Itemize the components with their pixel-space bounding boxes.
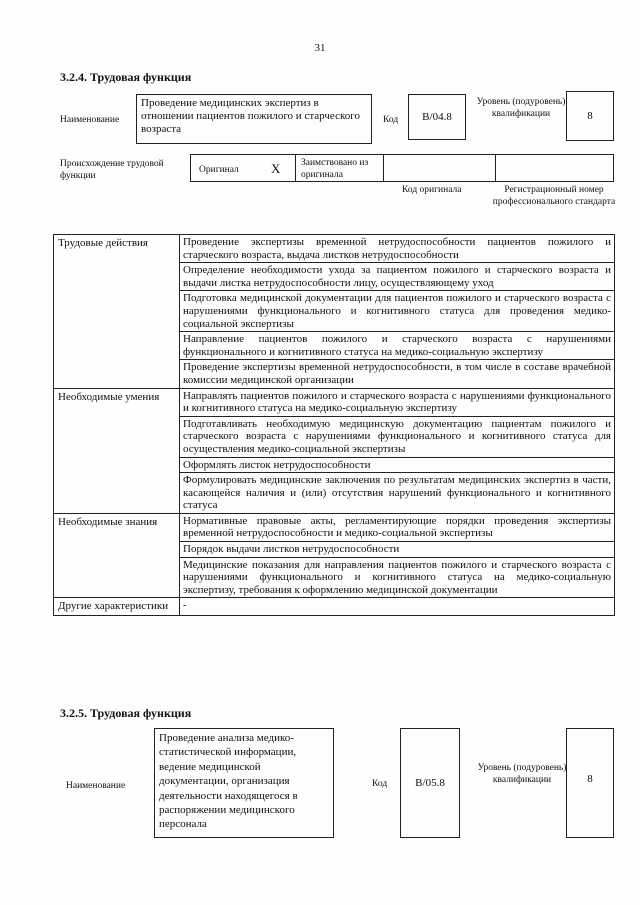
borrowed-label: Заимствовано из оригинала	[301, 158, 369, 180]
skill-item: Направлять пациентов пожилого и старческого возраста с нарушениями функционального и когнитивного статуса на медико-социальную экспертизу	[180, 388, 615, 416]
origin-label: Происхождение трудовой функции	[60, 159, 164, 181]
divider	[295, 155, 296, 181]
section-heading-325: 3.2.5. Трудовая функция	[60, 706, 192, 720]
knowledge-item: Нормативные правовые акты, регламентирующие порядки проведения экспертизы временной нетрудоспособности и медико-социальной экспертизы	[180, 513, 615, 541]
level-label: Уровень (подуровень) квалификации	[477, 763, 567, 785]
other-value: -	[180, 598, 615, 616]
other-label: Другие характеристики	[54, 598, 180, 616]
original-mark: X	[271, 161, 281, 176]
knowledge-label: Необходимые знания	[54, 513, 180, 598]
name-value: Проведение анализа медико-статистической информации, ведение медицинской документации, организация деятельности находящегося в распоряжении медицинского персонала	[154, 728, 334, 838]
reg-number-caption: Регистрационный номер профессионального стандарта	[492, 185, 616, 207]
knowledge-item: Медицинские показания для направления пациентов пожилого и старческого возраста с нарушениями функционального и когнитивного статуса на медико-социальную экспертизу, требования к оформлению медицинской документации	[180, 557, 615, 598]
skill-item: Формулировать медицинские заключения по результатам медицинских экспертиз в части, касающейся наличия и (или) отсутствия нарушений функционального и когнитивного статуса	[180, 473, 615, 514]
page-number: 31	[314, 42, 326, 54]
name-label: Наименование	[60, 115, 120, 125]
action-item: Направление пациентов пожилого и старческого возраста с нарушениями функционального и когнитивного статуса на медико-социальную экспертизу	[180, 332, 615, 360]
skills-label: Необходимые умения	[54, 388, 180, 513]
skill-item: Подготавливать необходимую медицинскую документацию пациентам пожилого и старческого возраста с нарушениями функционального и когнитивного статуса для осуществления медико-социальной экспертизы	[180, 416, 615, 457]
actions-label: Трудовые действия	[54, 235, 180, 389]
divider	[495, 155, 496, 181]
skill-item: Оформлять листок нетрудоспособности	[180, 457, 615, 473]
level-value: 8	[566, 728, 614, 838]
code-value: В/05.8	[400, 728, 460, 838]
action-item: Проведение экспертизы временной нетрудоспособности пациентов пожилого и старческого возраста, выдача листков нетрудоспособности	[180, 235, 615, 263]
section-heading-324: 3.2.4. Трудовая функция	[60, 70, 192, 84]
origin-row	[190, 154, 614, 182]
action-item: Определение необходимости ухода за пациентом пожилого и старческого возраста и выдачи листка нетрудоспособности лицу, осуществляющему уход	[180, 263, 615, 291]
level-value: 8	[566, 91, 614, 141]
code-label: Код	[372, 779, 388, 789]
code-original-caption: Код оригинала	[402, 185, 462, 195]
level-label: Уровень (подуровень) квалификации	[476, 97, 566, 119]
name-value: Проведение медицинских экспертиз в отношении пациентов пожилого и старческого возраста	[136, 94, 372, 144]
action-item: Подготовка медицинской документации для пациентов пожилого и старческого возраста с нарушениями функционального и когнитивного статуса для проведения медико-социальной экспертизы	[180, 291, 615, 332]
action-item: Проведение экспертизы временной нетрудоспособности, в том числе в составе врачебной комиссии медицинской организации	[180, 360, 615, 388]
divider	[383, 155, 384, 181]
code-label: Код	[383, 115, 399, 125]
labor-function-table	[53, 234, 615, 616]
code-value: В/04.8	[408, 94, 466, 140]
name-label: Наименование	[66, 781, 126, 791]
original-label: Оригинал	[199, 165, 239, 175]
knowledge-item: Порядок выдачи листков нетрудоспособности	[180, 542, 615, 558]
